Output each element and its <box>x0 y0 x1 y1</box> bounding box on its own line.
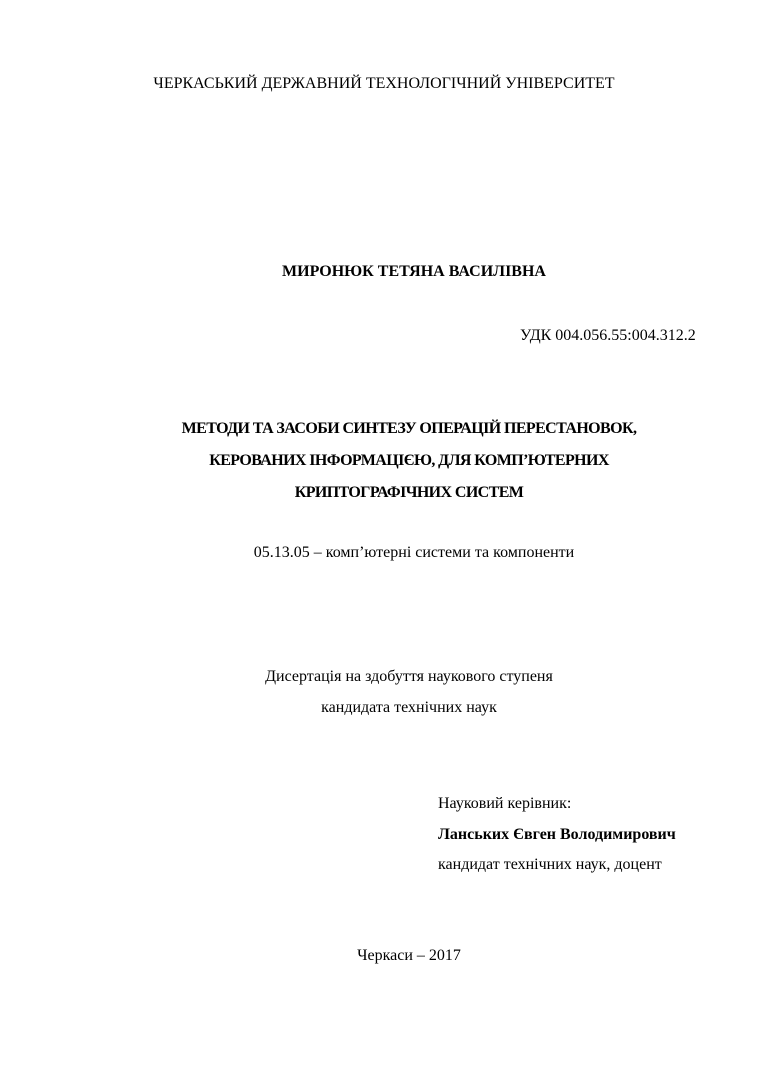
university-name: ЧЕРКАСЬКИЙ ДЕРЖАВНИЙ ТЕХНОЛОГІЧНИЙ УНІВЕРСИТЕТ <box>153 75 615 92</box>
city-year: Черкаси – 2017 <box>357 947 461 964</box>
supervisor-degree: кандидат технічних наук, доцент <box>438 856 662 873</box>
udc-code: УДК 004.056.55:004.312.2 <box>520 327 696 344</box>
dissertation-title-line-1: МЕТОДИ ТА ЗАСОБИ СИНТЕЗУ ОПЕРАЦІЙ ПЕРЕСТАНОВОК, <box>181 420 637 437</box>
author-name: МИРОНЮК ТЕТЯНА ВАСИЛІВНА <box>282 263 546 280</box>
specialty-code: 05.13.05 – комп’ютерні системи та компоненти <box>253 544 575 561</box>
dissertation-degree-line-2: кандидата технічних наук <box>321 699 497 716</box>
dissertation-title-line-2: КЕРОВАНИХ ІНФОРМАЦІЄЮ, ДЛЯ КОМП’ЮТЕРНИХ <box>209 452 609 469</box>
dissertation-degree-line-1: Дисертація на здобуття наукового ступеня <box>265 668 553 685</box>
supervisor-name: Ланських Євген Володимирович <box>438 826 676 843</box>
supervisor-label: Науковий керівник: <box>438 795 572 812</box>
dissertation-title-line-3: КРИПТОГРАФІЧНИХ СИСТЕМ <box>294 484 524 501</box>
